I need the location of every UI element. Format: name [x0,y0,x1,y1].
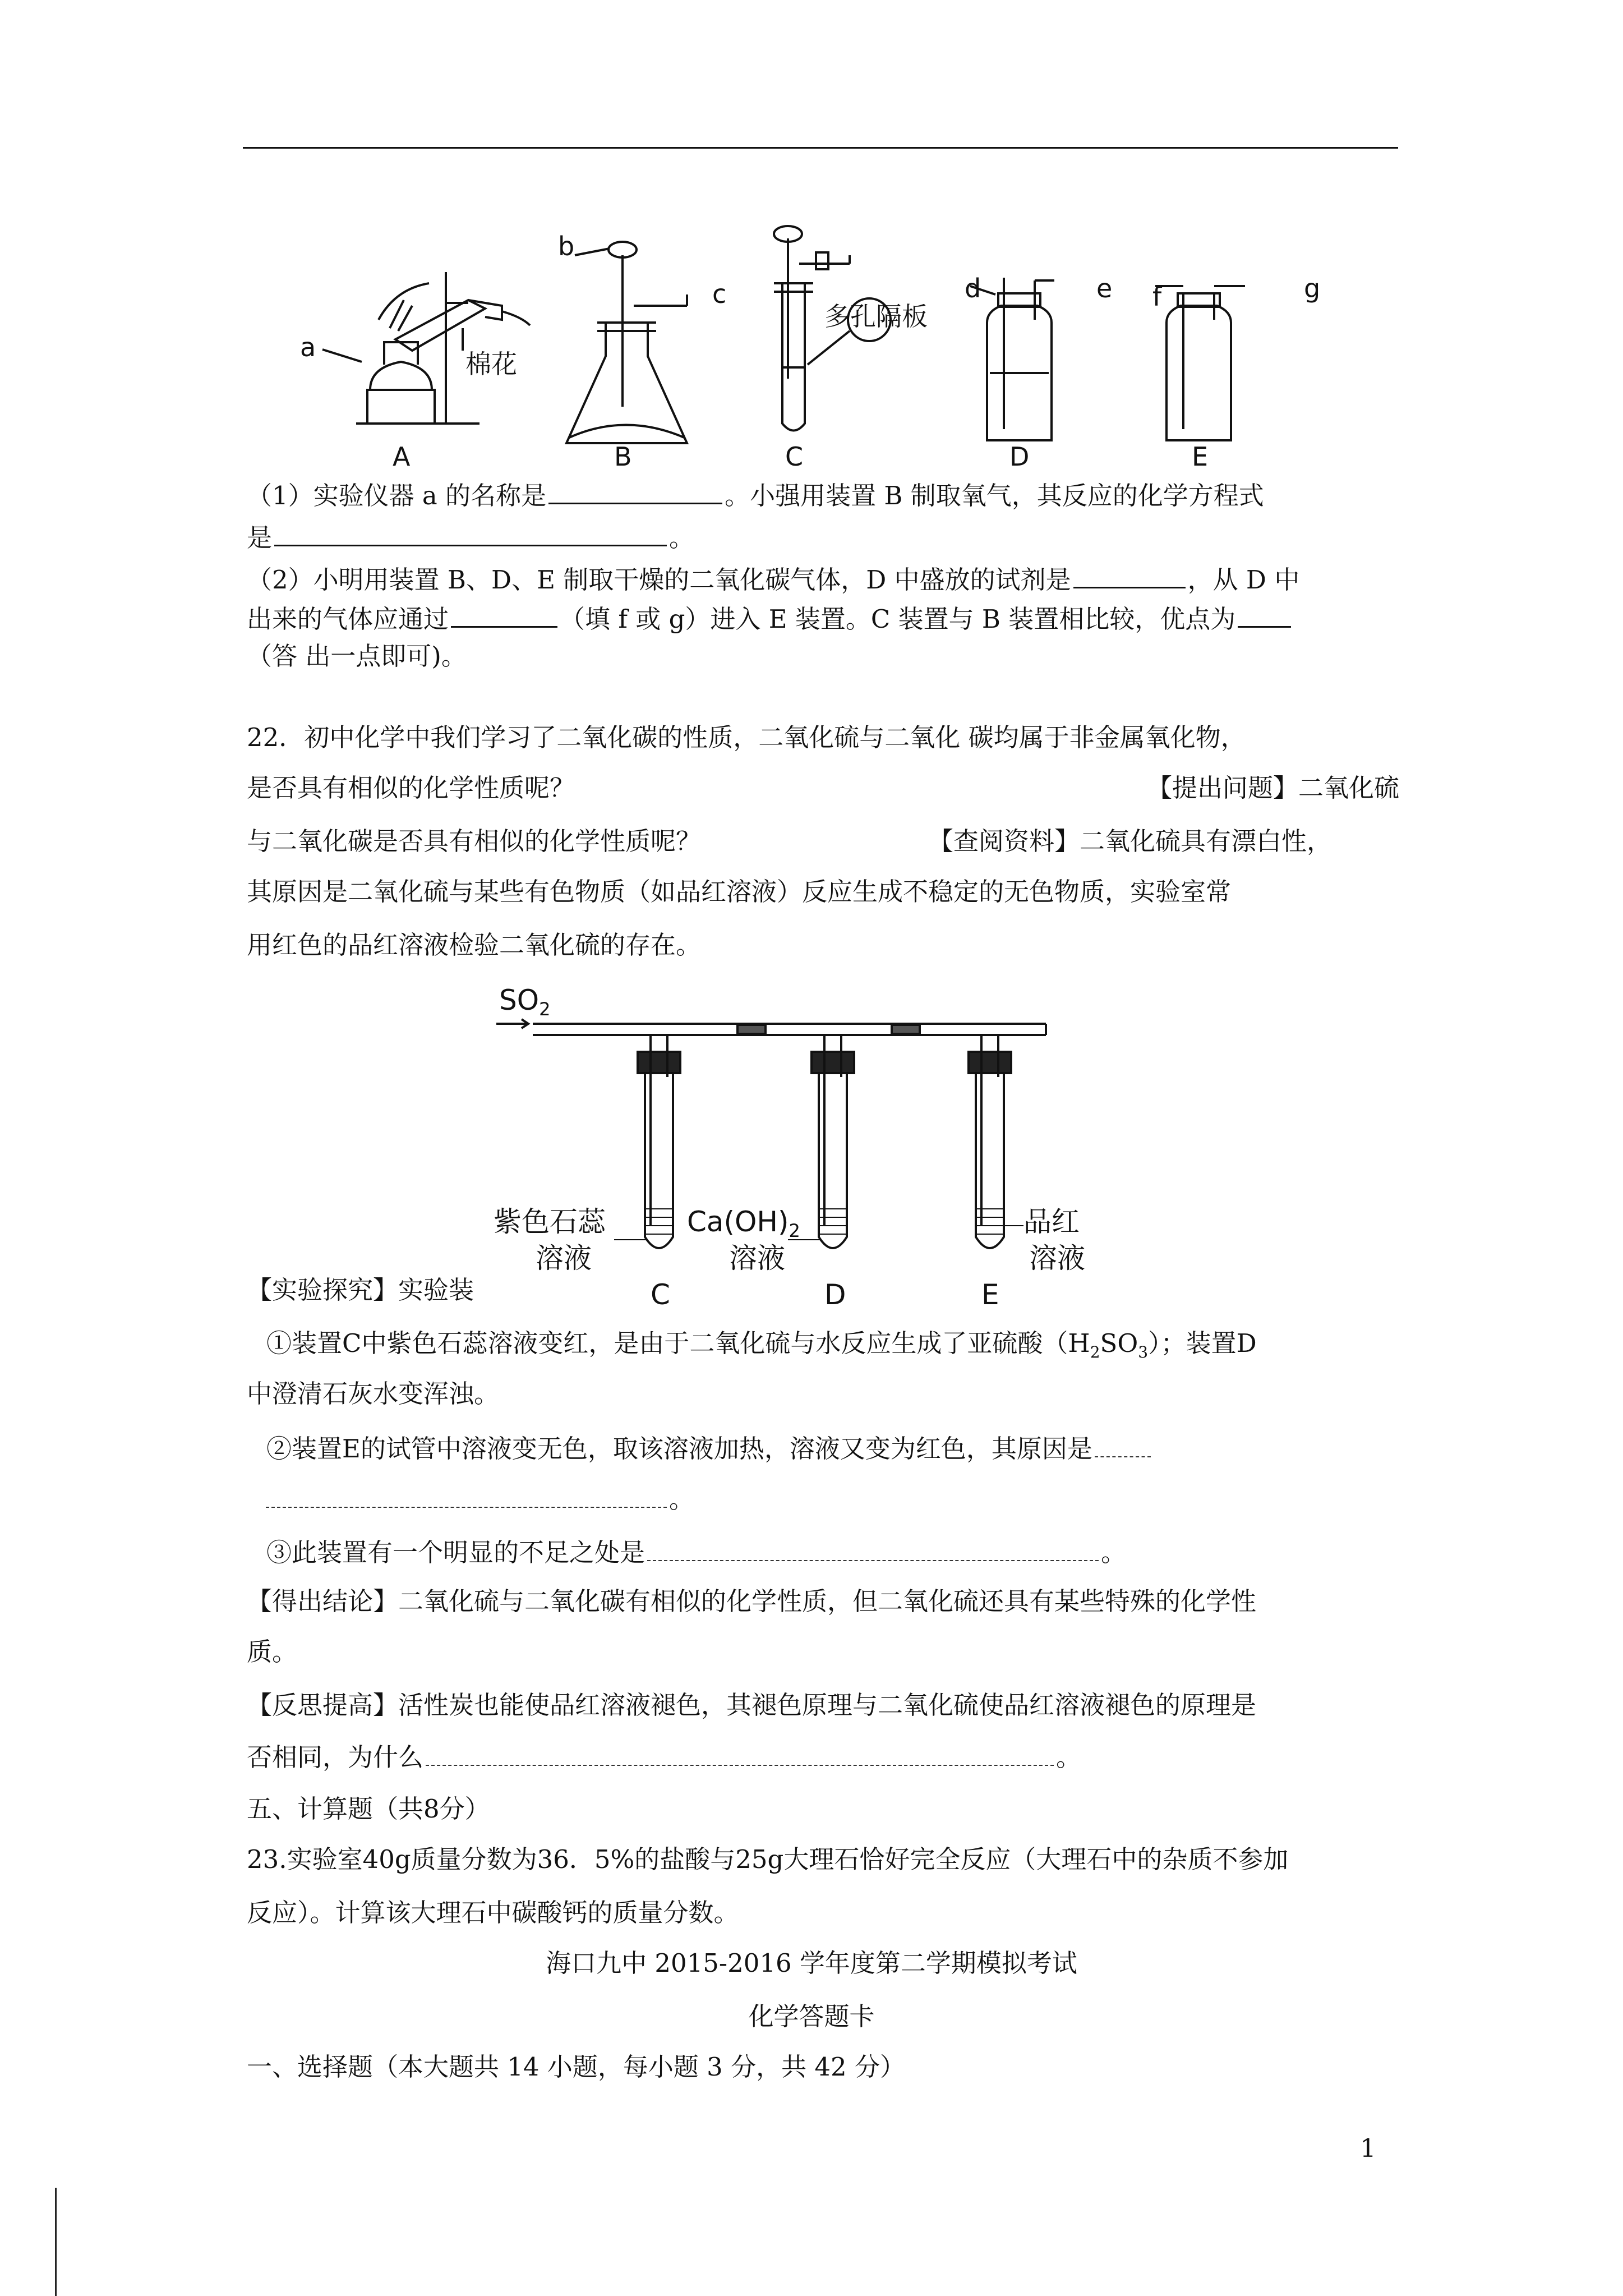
q22-text: 。 [669,1484,695,1514]
so2-label: $SO_2$ [499,984,551,1020]
q22-line3 [247,825,1399,858]
label-e-line1: 品红 [1023,1205,1080,1238]
conclusion-line2 [247,1635,297,1669]
q22-text: 其原因是二氧化硫与某些有色物质（如品红溶液）反应生成不稳定的无色物质，实验室常 [247,877,1232,907]
q23-text: 反应）。计算该大理石中碳酸钙的质量分数。 [247,1898,739,1927]
q21-text: （1）实验仪器 a 的名称是 [247,481,547,510]
apparatus-e-label: E [1192,441,1209,471]
q21-p2-line1 [247,561,1299,597]
card-title: 化学答题卡 [748,2001,875,2031]
q21-text: 出来的气体应通过 [247,604,449,634]
answer-blank[interactable] [1073,561,1186,588]
tube-c-label: C [651,1278,670,1311]
q21-text: 。小强用装置 B 制取氧气，其反应的化学方程式 [725,481,1264,510]
answer-card-title2 [0,2000,1623,2033]
reflect-line1 [247,1688,1256,1722]
obs1-line2 [247,1377,499,1411]
q22-text: ①装置C中紫色石蕊溶液变红，是由于二氧化硫与水反应生成了亚硫酸（H [266,1328,1090,1358]
explore-label [247,1273,516,1307]
tube-d-label: D [824,1278,846,1311]
q21-p1-line2 [247,519,694,555]
q21-p1-line1 [247,477,1264,513]
label-d: d [965,273,981,303]
q21-p2-line2 [247,600,1293,636]
q21-text: 。 [669,523,695,553]
q22-text: ③此装置有一个明显的不足之处是 [266,1538,645,1567]
answer-blank[interactable] [426,1739,1054,1766]
binding-line [55,2188,57,2296]
answer-blank[interactable] [548,477,722,504]
obs2-line2 [264,1481,694,1516]
so2-apparatus-figure [494,979,1099,1315]
apparatus-figure-1 [300,222,1338,471]
q23-line1 [247,1843,1288,1876]
label-f: f [1152,282,1162,312]
q22-text: 是否具有相似的化学性质呢？ [247,773,575,803]
reflect-line2 [247,1739,1081,1774]
page-number-text: 1 [1360,2133,1376,2163]
q22-text: 【提出问题】二氧化硫 [1146,773,1399,803]
answer-card-section1 [247,2050,905,2084]
section5-title [247,1792,490,1826]
q21-text: 是 [247,523,273,553]
obs3 [266,1534,1126,1570]
q22-text: 22．初中化学中我们学习了二氧化碳的性质，二氧化硫与二氧化 碳均属于非金属氧化物， [247,723,1246,752]
label-c-line2: 溶液 [536,1242,592,1274]
q21-text: （答 出一点即可)。 [247,641,467,671]
label-c: c [712,279,727,309]
answer-blank[interactable] [1095,1430,1151,1457]
q21-text: （填 f 或 g）进入 E 装置。C 装置与 B 装置相比较，优点为 [560,604,1236,634]
q22-text: 否相同，为什么 [247,1742,424,1772]
obs2-line1 [266,1430,1153,1466]
q22-line5 [247,928,701,962]
label-e-line2: 溶液 [1029,1242,1085,1274]
answer-card-title1 [0,1947,1623,1980]
q22-text: 与二氧化碳是否具有相似的化学性质呢？ [247,826,702,856]
q22-text: 【实验探究】实验装 [247,1275,474,1305]
section-title: 五、计算题（共8分） [247,1794,490,1824]
q22-text: ）；装置D [1148,1328,1257,1358]
q22-text: 【反思提高】活性炭也能使品红溶液褪色，其褪色原理与二氧化硫使品红溶液褪色的原理是 [247,1690,1257,1720]
apparatus-b-label: B [614,441,632,471]
q22-text: 【查阅资料】二氧化硫具有漂白性， [928,826,1332,856]
q22-line2 [247,771,1399,805]
obs1-line1 [266,1327,1257,1369]
q22-text: 。 [1056,1742,1082,1772]
label-a: a [300,332,316,362]
answer-blank[interactable] [274,519,667,546]
label-g: g [1304,273,1321,303]
q21-p2-line3 [247,639,467,673]
header-rule [243,147,1398,149]
label-e: e [1096,273,1113,303]
q23-line2 [247,1896,739,1930]
q22-text: 【得出结论】二氧化硫与二氧化碳有相似的化学性质，但二氧化硫还具有某些特殊的化学性 [247,1586,1257,1616]
tube-e-label: E [981,1278,999,1311]
label-porous-plate: 多孔隔板 [824,301,928,332]
q22-text: 。 [1101,1538,1127,1567]
answer-blank[interactable] [1238,600,1291,628]
q21-text: （2）小明用装置 B、D、E 制取干燥的二氧化碳气体，D 中盛放的试剂是 [247,565,1071,595]
label-c-line1: 紫色石蕊 [494,1205,606,1238]
label-b: b [558,231,575,261]
q22-line4 [247,875,1231,909]
q22-text: 用红色的品红溶液检验二氧化硫的存在。 [247,930,702,960]
answer-blank[interactable] [647,1534,1099,1561]
q22-line1 [247,721,1246,754]
subscript: 2 [1090,1343,1100,1361]
apparatus-c-label: C [785,441,804,471]
label-cotton: 棉花 [465,349,517,379]
q22-text: ②装置E的试管中溶液变无色，取该溶液加热，溶液又变为红色，其原因是 [266,1434,1092,1464]
section-title: 一、选择题（本大题共 14 小题，每小题 3 分，共 42 分） [247,2052,905,2082]
q22-text: 质。 [247,1637,298,1667]
apparatus-a-label: A [393,441,411,471]
answer-blank[interactable] [451,600,557,628]
label-d-line1: $Ca(OH)_2$ [687,1205,800,1241]
q21-text: ，从 D 中 [1187,565,1300,595]
label-d-line2: 溶液 [729,1242,785,1274]
page-number [1360,2132,1376,2165]
answer-blank[interactable] [266,1481,667,1508]
q23-text: 23.实验室40g质量分数为36．5%的盐酸与25g大理石恰好完全反应（大理石中的杂质不参加 [247,1844,1289,1874]
subscript: 3 [1138,1343,1149,1361]
apparatus-d-label: D [1009,441,1030,471]
q22-text: 中澄清石灰水变浑浊。 [247,1379,500,1409]
q22-text: SO [1100,1328,1138,1358]
conclusion-line1 [247,1585,1256,1618]
card-title: 海口九中 2015-2016 学年度第二学期模拟考试 [546,1948,1077,1978]
